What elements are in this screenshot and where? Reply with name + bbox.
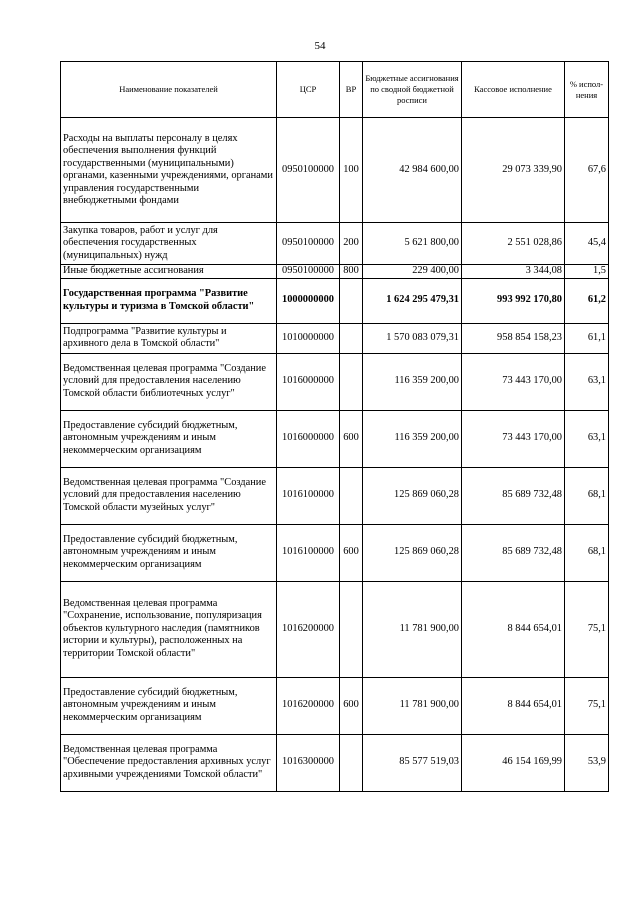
row-allocations: 116 359 200,00 xyxy=(363,353,462,410)
row-allocations: 116 359 200,00 xyxy=(363,410,462,467)
row-vr xyxy=(340,278,363,323)
row-allocations: 85 577 519,03 xyxy=(363,734,462,791)
row-vr xyxy=(340,353,363,410)
row-vr: 100 xyxy=(340,118,363,223)
header-name: Наименование показателей xyxy=(61,62,277,118)
row-allocations: 125 869 060,28 xyxy=(363,524,462,581)
row-name: Предоставление субсидий бюджетным, автономным учреждениям и иным некоммерческим организациям xyxy=(61,524,277,581)
row-percent: 61,1 xyxy=(565,323,609,353)
row-csr: 1016100000 xyxy=(277,524,340,581)
row-csr: 0950100000 xyxy=(277,223,340,265)
table-row xyxy=(61,265,609,279)
row-allocations: 229 400,00 xyxy=(363,265,462,279)
row-execution: 993 992 170,80 xyxy=(462,278,565,323)
row-execution: 8 844 654,01 xyxy=(462,581,565,677)
row-percent: 53,9 xyxy=(565,734,609,791)
row-allocations: 5 621 800,00 xyxy=(363,223,462,265)
row-allocations: 1 570 083 079,31 xyxy=(363,323,462,353)
table-row xyxy=(61,353,609,410)
table-body xyxy=(61,118,609,792)
row-percent: 63,1 xyxy=(565,353,609,410)
row-name: Ведомственная целевая программа "Создание условий для предоставления населению Томской области музейных услуг" xyxy=(61,467,277,524)
row-allocations: 125 869 060,28 xyxy=(363,467,462,524)
row-execution: 73 443 170,00 xyxy=(462,410,565,467)
row-execution: 2 551 028,86 xyxy=(462,223,565,265)
page-number: 54 xyxy=(314,40,326,52)
table-header-row xyxy=(61,62,609,118)
row-execution: 3 344,08 xyxy=(462,265,565,279)
row-name: Предоставление субсидий бюджетным, автономным учреждениям и иным некоммерческим организациям xyxy=(61,677,277,734)
row-vr: 200 xyxy=(340,223,363,265)
row-vr xyxy=(340,734,363,791)
row-name: Ведомственная целевая программа "Сохранение, использование, популяризация объектов культурного наследия (памятников истории и культуры), расположенных на территории Томской области" xyxy=(61,581,277,677)
row-csr: 1016100000 xyxy=(277,467,340,524)
row-percent: 1,5 xyxy=(565,265,609,279)
row-vr: 600 xyxy=(340,410,363,467)
row-name: Предоставление субсидий бюджетным, автономным учреждениям и иным некоммерческим организациям xyxy=(61,410,277,467)
table-row xyxy=(61,118,609,223)
header-percent: % испол-нения xyxy=(565,62,609,118)
table-row xyxy=(61,323,609,353)
row-execution: 73 443 170,00 xyxy=(462,353,565,410)
row-percent: 75,1 xyxy=(565,677,609,734)
row-vr xyxy=(340,323,363,353)
row-execution: 29 073 339,90 xyxy=(462,118,565,223)
row-csr: 1010000000 xyxy=(277,323,340,353)
row-csr: 0950100000 xyxy=(277,118,340,223)
header-vr: ВР xyxy=(340,62,363,118)
row-csr: 0950100000 xyxy=(277,265,340,279)
row-vr: 600 xyxy=(340,524,363,581)
row-allocations: 11 781 900,00 xyxy=(363,677,462,734)
row-allocations: 1 624 295 479,31 xyxy=(363,278,462,323)
row-execution: 958 854 158,23 xyxy=(462,323,565,353)
row-name: Ведомственная целевая программа "Создание условий для предоставления населению Томской области библиотечных услуг" xyxy=(61,353,277,410)
table-row xyxy=(61,467,609,524)
row-percent: 61,2 xyxy=(565,278,609,323)
row-name: Ведомственная целевая программа "Обеспечение предоставления архивных услуг архивными учреждениями Томской области" xyxy=(61,734,277,791)
header-allocations: Бюджетные ассигнования по сводной бюджетной росписи xyxy=(363,62,462,118)
row-execution: 85 689 732,48 xyxy=(462,524,565,581)
row-csr: 1016000000 xyxy=(277,410,340,467)
row-execution: 85 689 732,48 xyxy=(462,467,565,524)
table-row xyxy=(61,223,609,265)
row-csr: 1016200000 xyxy=(277,581,340,677)
row-name: Подпрограмма "Развитие культуры и архивного дела в Томской области" xyxy=(61,323,277,353)
table-row xyxy=(61,278,609,323)
header-csr: ЦСР xyxy=(277,62,340,118)
row-vr xyxy=(340,581,363,677)
row-execution: 46 154 169,99 xyxy=(462,734,565,791)
row-allocations: 42 984 600,00 xyxy=(363,118,462,223)
row-percent: 45,4 xyxy=(565,223,609,265)
row-vr: 600 xyxy=(340,677,363,734)
budget-execution-table xyxy=(60,61,609,792)
table-row xyxy=(61,734,609,791)
row-csr: 1000000000 xyxy=(277,278,340,323)
row-vr: 800 xyxy=(340,265,363,279)
table-row xyxy=(61,581,609,677)
table-row xyxy=(61,677,609,734)
row-percent: 75,1 xyxy=(565,581,609,677)
row-percent: 68,1 xyxy=(565,467,609,524)
row-allocations: 11 781 900,00 xyxy=(363,581,462,677)
row-percent: 67,6 xyxy=(565,118,609,223)
row-name: Государственная программа "Развитие культуры и туризма в Томской области" xyxy=(61,278,277,323)
row-name: Иные бюджетные ассигнования xyxy=(61,265,277,279)
row-percent: 68,1 xyxy=(565,524,609,581)
row-csr: 1016300000 xyxy=(277,734,340,791)
header-execution: Кассовое исполнение xyxy=(462,62,565,118)
row-percent: 63,1 xyxy=(565,410,609,467)
row-csr: 1016000000 xyxy=(277,353,340,410)
table-row xyxy=(61,410,609,467)
row-name: Закупка товаров, работ и услуг для обеспечения государственных (муниципальных) нужд xyxy=(61,223,277,265)
row-name: Расходы на выплаты персоналу в целях обеспечения выполнения функций государственными (муниципальными) органами, казенными учреждениями, органами управления государственными внебюджетными фондами xyxy=(61,118,277,223)
row-csr: 1016200000 xyxy=(277,677,340,734)
row-vr xyxy=(340,467,363,524)
row-execution: 8 844 654,01 xyxy=(462,677,565,734)
table-row xyxy=(61,524,609,581)
